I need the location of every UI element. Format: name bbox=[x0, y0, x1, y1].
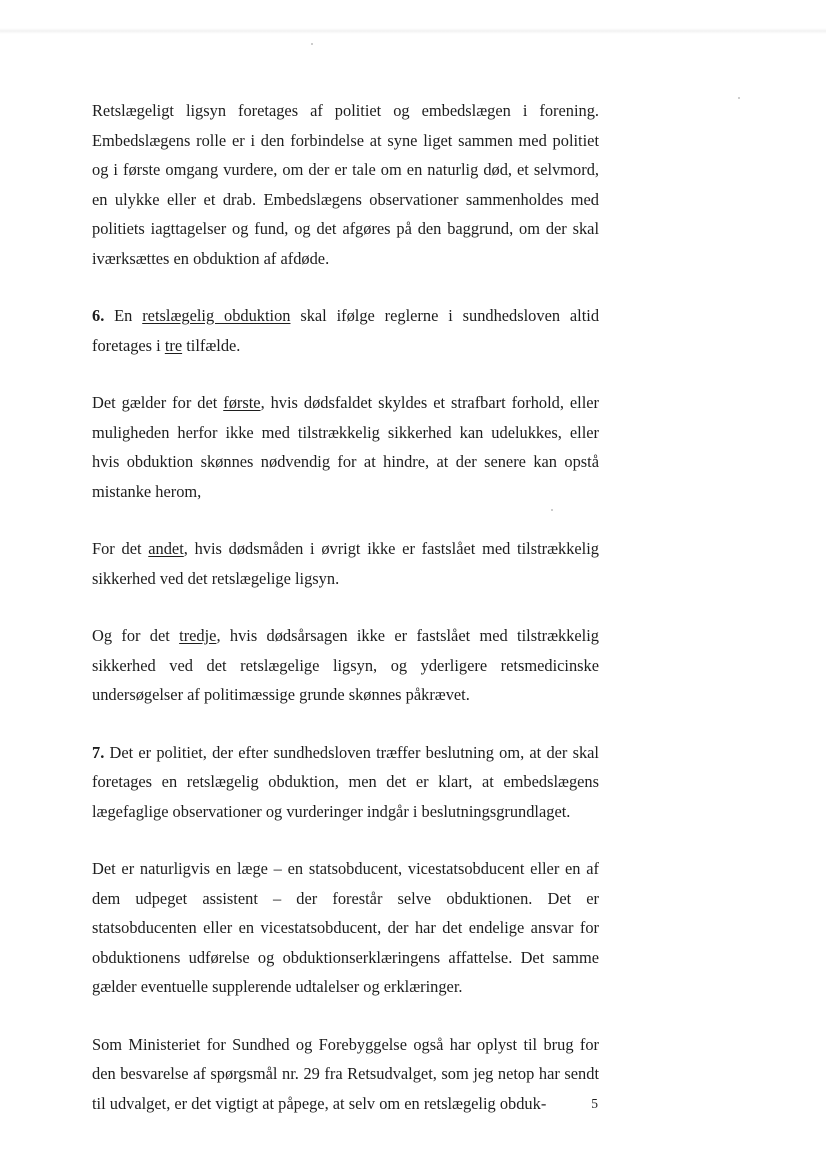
document-page bbox=[92, 96, 599, 1146]
paragraph-text: , hvis dødsårsagen ikke er fastslået med tilstrækkelig sikkerhed ved det retslægelige ligsyn, og yderligere retsmedicinske undersøgelser af politimæssige grunde skønnes påkrævet. bbox=[92, 626, 599, 704]
scan-edge-shadow bbox=[0, 28, 826, 34]
paragraph-text: Det gælder for det bbox=[92, 393, 224, 412]
paragraph-text: For det bbox=[92, 539, 149, 558]
paragraph-third-case bbox=[92, 621, 599, 710]
paragraph-text: Som Ministeriet for Sundhed og Forebyggelse også har oplyst til brug for den besvarelse af spørgsmål nr. 29 fra Retsudvalget, som jeg netop har sendt til udvalget, er det vigtigt at påpege, at selv om en retslægelig obduk- bbox=[92, 1034, 599, 1113]
section-number: 7. bbox=[92, 742, 105, 762]
paragraph-text: , hvis dødsfaldet skyldes et strafbart forhold, eller muligheden herfor ikke med tilstrækkelig sikkerhed kan udelukkes, eller hvis obduktion skønnes nødvendig for at hindre, at der senere kan opstå mistanke herom, bbox=[92, 393, 600, 501]
paragraph-text: Det er naturligvis en læge – en statsobducent, vicestatsobducent eller en af dem udpeget assistent – der forestår selve obduktionen. Det er statsobducenten eller en vicestatsobducent, der har det endelige ansvar for obduktionens udførelse og obduktionserklæringens affattelse. Det samme gælder eventuelle supplerende udtalelser og erklæringer. bbox=[92, 859, 599, 996]
paragraph-first-case bbox=[92, 388, 599, 506]
paragraph-text: Og for det bbox=[92, 626, 180, 645]
underlined-term: retslægelig obduktion bbox=[142, 306, 291, 325]
underlined-term: andet bbox=[148, 539, 184, 558]
underlined-term: tredje bbox=[179, 626, 217, 645]
scan-speck bbox=[738, 97, 740, 99]
scan-speck bbox=[311, 43, 313, 45]
underlined-term: første bbox=[223, 393, 261, 412]
paragraph-text: En bbox=[104, 306, 143, 325]
paragraph-text: Det er politiet, der efter sundhedsloven træffer beslutning om, at der skal foretages en retslægelig obduktion, men det er klart, at embedslægens lægefaglige observationer og vurderinger indgår i beslutningsgrundlaget. bbox=[92, 742, 599, 821]
paragraph-section-6 bbox=[92, 301, 599, 360]
paragraph-ministry bbox=[92, 1030, 599, 1119]
section-number: 6. bbox=[92, 306, 105, 325]
paragraph-obducent bbox=[92, 854, 599, 1002]
paragraph-section-7 bbox=[92, 738, 599, 827]
paragraph-text: skal ifølge reglerne i sundhedsloven altid foretages i bbox=[92, 306, 600, 355]
paragraph-text: Retslægeligt ligsyn foretages af politiet og embedslægen i forening. Embedslægens rolle er i den forbindelse at syne liget sammen med politiet og i første omgang vurdere, om der er tale om en naturlig død, et selvmord, en ulykke eller et drab. Embedslægens observationer sammenholdes med politiets iagttagelser og fund, og det afgøres på den baggrund, om der skal iværksættes en obduktion af afdøde. bbox=[92, 101, 599, 268]
paragraph-text: tilfælde. bbox=[182, 335, 241, 355]
paragraph-ligsyn bbox=[92, 96, 599, 273]
page-number: 5 bbox=[591, 1096, 598, 1111]
paragraph-second-case bbox=[92, 534, 599, 593]
underlined-term: tre bbox=[164, 335, 183, 355]
paragraph-text: , hvis dødsmåden i øvrigt ikke er fastslået med tilstrækkelig sikkerhed ved det retslægelige ligsyn. bbox=[92, 539, 599, 588]
